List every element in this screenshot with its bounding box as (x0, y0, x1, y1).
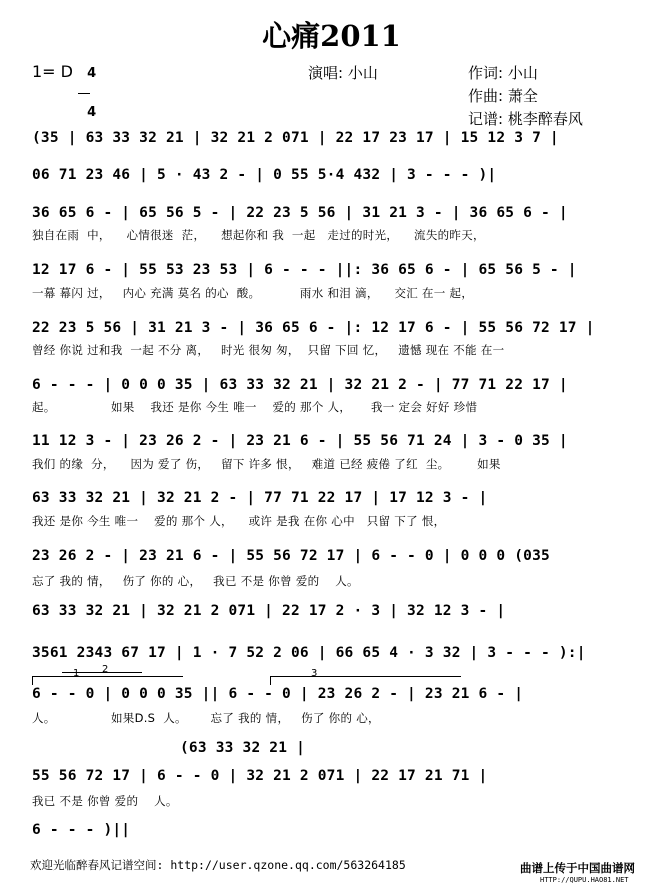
lyric-line: 起。 如果 我还 是你 今生 唯一 爱的 那个 人， 我一 定会 好好 珍惜 (32, 400, 478, 414)
notation-line: (35 | 63 33 32 21 | 32 21 2 071 | 22 17 23 17 | 15 12 3 7 | (32, 130, 559, 146)
notation-line: 06 71 23 46 | 5 · 43 2 - | 0 55 5·4 432 | 3 - - - )| (32, 167, 497, 183)
notation-line: 22 23 5 56 | 31 21 3 - | 36 65 6 - |: 12 17 6 - | 55 56 72 17 | (32, 320, 595, 336)
volta-number-1: 1 (73, 668, 80, 679)
volta-number-2: 2 (102, 664, 109, 675)
time-signature-bottom: 4 (87, 105, 97, 120)
lyric-line: 一幕 幕闪 过， 内心 充满 莫名 的心 酸。 雨水 和泪 滴， 交汇 在一 起， (32, 286, 474, 300)
notation-line: 63 33 32 21 | 32 21 2 - | 77 71 22 17 | 17 12 3 - | (32, 490, 488, 506)
notation-line: 11 12 3 - | 23 26 2 - | 23 21 6 - | 55 56 71 24 | 3 - 0 35 | (32, 433, 568, 449)
lyricist-credit: 作词: 小山 (468, 64, 538, 82)
lyric-line: 人。 如果D.S 人。 忘了 我的 情， 伤了 你的 心， (32, 711, 380, 725)
watermark-url: HTTP://QUPU.HAO81.NET (540, 876, 629, 884)
notation-line: 63 33 32 21 | 32 21 2 071 | 22 17 2 · 3 | 32 12 3 - | (32, 603, 506, 619)
notation-line: 55 56 72 17 | 6 - - 0 | 32 21 2 071 | 22 17 21 71 | (32, 768, 488, 784)
transcriber-credit: 记谱: 桃李醉春风 (468, 110, 583, 128)
notation-line: 12 17 6 - | 55 53 23 53 | 6 - - - ||: 36 65 6 - | 65 56 5 - | (32, 262, 577, 278)
song-title: 心痛2011 (262, 19, 401, 53)
notation-line: 6 - - 0 | 0 0 0 35 || 6 - - 0 | 23 26 2 - | 23 21 6 - | (32, 686, 524, 702)
lyric-line: 我还 是你 今生 唯一 爱的 那个 人， 或许 是我 在你 心中 只留 下了 恨， (32, 514, 446, 528)
lyric-line: 我已 不是 你曾 爱的 人。 (32, 794, 178, 808)
notation-line: 36 65 6 - | 65 56 5 - | 22 23 5 56 | 31 21 3 - | 36 65 6 - | (32, 205, 568, 221)
notation-line: 6 - - - )|| (32, 822, 131, 838)
volta-bracket-3 (270, 668, 461, 685)
notation-line: 6 - - - | 0 0 0 35 | 63 33 32 21 | 32 21 2 - | 77 71 22 17 | (32, 377, 568, 393)
time-signature-bar (78, 93, 90, 94)
volta-bracket-2 (62, 664, 142, 681)
singer-credit: 演唱: 小山 (308, 64, 378, 82)
notation-line: 23 26 2 - | 23 21 6 - | 55 56 72 17 | 6 - - 0 | 0 0 0 (035 (32, 548, 550, 564)
composer-credit: 作曲: 萧全 (468, 87, 538, 105)
footer-text: 欢迎光临醉春风记谱空间: http://user.qzone.qq.com/563264185 (30, 858, 406, 872)
lyric-line: 曾经 你说 过和我 一起 不分 离， 时光 很匆 匆， 只留 下回 忆， 遗憾 现在 不能 在一 (32, 343, 505, 357)
notation-line: 3561 2343 67 17 | 1 · 7 52 2 06 | 66 65 4 · 3 32 | 3 - - - ):| (32, 645, 586, 661)
lyric-line: 独自在雨 中， 心情很迷 茫， 想起你和 我 一起 走过的时光， 流失的昨天， (32, 228, 485, 242)
key-signature: 1= D (32, 62, 73, 81)
watermark: 曲谱上传于中国曲谱网 (520, 861, 635, 875)
time-signature-top: 4 (87, 66, 97, 81)
lyric-line: 我们 的缘 分， 因为 爱了 伤， 留下 许多 恨， 难道 已经 疲倦 了红 尘。 如果 (32, 457, 501, 471)
notation-line: (63 33 32 21 | (180, 740, 306, 756)
volta-number-3: 3 (311, 668, 318, 679)
lyric-line: 忘了 我的 情， 伤了 你的 心， 我已 不是 你曾 爱的 人。 (32, 574, 359, 588)
time-signature (78, 56, 96, 119)
